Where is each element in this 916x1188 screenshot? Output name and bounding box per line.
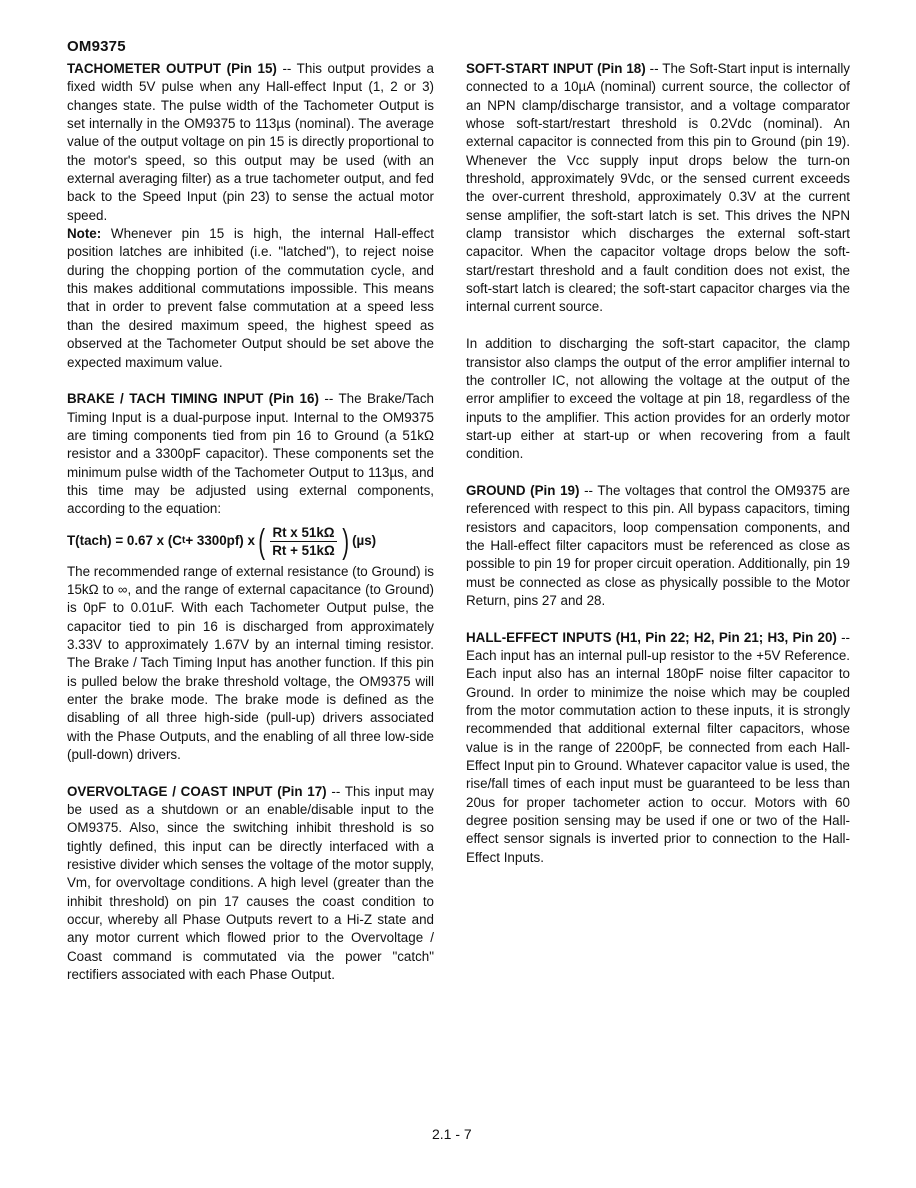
tach-timing-equation [67,522,434,561]
brake-tach-paragraph-2: The recommended range of external resistance (to Ground) is 15kΩ to ∞, and the range of external capacitance (to Ground) is 0pF to 0.01uF. With each Tachometer Output pulse, the capacitor tied to pin 16 is discharged from approximately 3.33V to approximately 1.67V by an internal timing resistor. The Brake / Tach Timing Input has another function. If this pin is pulled below the brake threshold voltage, the OM9375 will enter the brake mode. The brake mode is defined as the disabling of all three high-side (pull-up) drivers associated with the Phase Outputs, and the enabling of all three low-side (pull-down) drivers. [67,563,434,763]
equation-paren-open: ( [258,522,265,561]
equation-numerator: Rt x 51kΩ [272,524,335,540]
tachometer-output-text: -- This output provides a fixed width 5V pulse when any Hall-effect Input (1, 2 or 3) changes state. The pulse width of the Tachometer Output is set internally in the OM9375 to 113µs (nominal). The average value of the output voltage on pin 15 is directly proportional to the motor's speed, so this output may be used (with an external averaging filter) as a true tachometer output, and fed back to the Speed Input (pin 23) to sense the actual motor speed. [67,61,434,223]
equation-denominator: Rt + 51kΩ [272,542,335,558]
soft-start-text: -- The Soft-Start input is internally connected to a 10µA (nominal) current source, the collector of an NPN clamp/discharge transistor, and a voltage comparator whose soft-start/restart threshold is 0.2Vdc (nominal). An external capacitor is connected from this pin to Ground (pin 19). Whenever the Vcc supply input drops below the turn-on threshold, approximately 9Vdc, or the sensed current exceeds the over-current threshold, approximately 0.3V at the current sense amplifier, the soft-start latch is set. This drives the NPN clamp transistor which discharges the external soft-start capacitor. When the capacitor voltage drops below the soft-start/restart threshold and a fault condition does not exist, the soft-start latch is cleared; the soft-start capacitor charges via the internal current source. [466,61,850,315]
tachometer-output-heading: TACHOMETER OUTPUT (Pin 15) [67,61,277,76]
soft-start-paragraph-2: In addition to discharging the soft-start capacitor, the clamp transistor also clamps the output of the error amplifier internal to the controller IC, not allowing the voltage at the output of the error amplifier to exceed the voltage at pin 18, regardless of the inputs to the amplifier. This action provides for an orderly motor start-up either at start-up or when recovering from a fault condition. [466,336,850,462]
equation-lhs: T(tach) = 0.67 x (C [67,533,182,549]
equation-unit: (µs) [352,533,377,549]
hall-effect-heading: HALL-EFFECT INPUTS (H1, Pin 22; H2, Pin 21; H3, Pin 20) [466,629,837,645]
brake-tach-text: -- The Brake/Tach Timing Input is a dual-purpose input. Internal to the OM9375 are timing components tied from pin 16 to Ground (a 51kΩ resistor and a 3300pF capacitor). These components set the minimum pulse width of the Tachometer Output to 113µs, and this time may be adjusted using external components, according to the equation: [67,391,434,517]
note-label: Note: [67,226,102,242]
ground-heading: GROUND (Pin 19) [466,482,580,498]
ground-paragraph [466,482,850,610]
left-column [67,60,434,985]
equation-mid: + 3300pf) x [185,533,255,549]
right-column [466,60,850,867]
hall-effect-paragraph [466,629,850,867]
note-text: Whenever pin 15 is high, the internal Hall-effect position latches are inhibited (i.e. "latched"), to reject noise during the chopping portion of the commutation cycle, and this makes additional commutations impossible. This means that in order to prevent false commutation at a speed less than the desired maximum speed, the highest speed as observed at the Tachometer Output should be set above the expected maximum value. [67,226,434,370]
equation-fraction [270,525,336,559]
ground-text: -- The voltages that control the OM9375 are referenced with respect to this pin. All bypass capacitors, timing resistors and capacitors, loop compensation components, and the Hall-effect filter capacitors must be referenced as close as possible to pin 19 for proper circuit operation. Additionally, pin 19 must be connected as close as physically possible to the Motor Return, pins 27 and 28. [466,482,850,608]
page-number: 2.1 - 7 [432,1126,472,1142]
brake-tach-heading: BRAKE / TACH TIMING INPUT (Pin 16) [67,391,319,407]
soft-start-heading: SOFT-START INPUT (Pin 18) [466,61,646,76]
tachometer-output-paragraph [67,60,434,225]
hall-effect-text: -- Each input has an internal pull-up resistor to the +5V Reference. Each input also has an internal 180pF noise filter capacitor to Ground. In order to minimize the noise which may be coupled from the motor commutation action to these inputs, it is strongly recommended that additional external filter capacitors, whose value is in the range of 2200pF, be connected from each Hall-Effect Input pin to Ground. Whatever capacitor value is used, the rise/fall times of each input must be guaranteed to be less than 20us for proper tachometer action to occur. Motors with 60 degree position sensing may be used if one or two of the Hall-effect sensor signals is inverted prior to connection to the Hall-Effect Inputs. [466,629,850,865]
equation-subscript: t [181,535,186,547]
document-title: OM9375 [67,38,126,55]
note-paragraph [67,225,434,372]
soft-start-paragraph [466,60,850,317]
overvoltage-coast-paragraph [67,783,434,985]
overvoltage-coast-text: -- This input may be used as a shutdown or an enable/disable input to the OM9375. Also, since the switching inhibit threshold is so tightly defined, this input can be directly interfaced with a resistive divider which senses the voltage of the motor supply, Vm, for overvoltage conditions. A high level (greater than the inhibit threshold) on pin 17 causes the coast condition to occur, whereby all Phase Outputs revert to a Hi-Z state and any motor current which flowed prior to the Overvoltage / Coast command is commutated via the power "catch" rectifiers associated with each Phase Output. [67,783,434,983]
overvoltage-coast-heading: OVERVOLTAGE / COAST INPUT (Pin 17) [67,783,327,799]
equation-paren-close: ) [342,522,349,561]
brake-tach-paragraph [67,390,434,518]
